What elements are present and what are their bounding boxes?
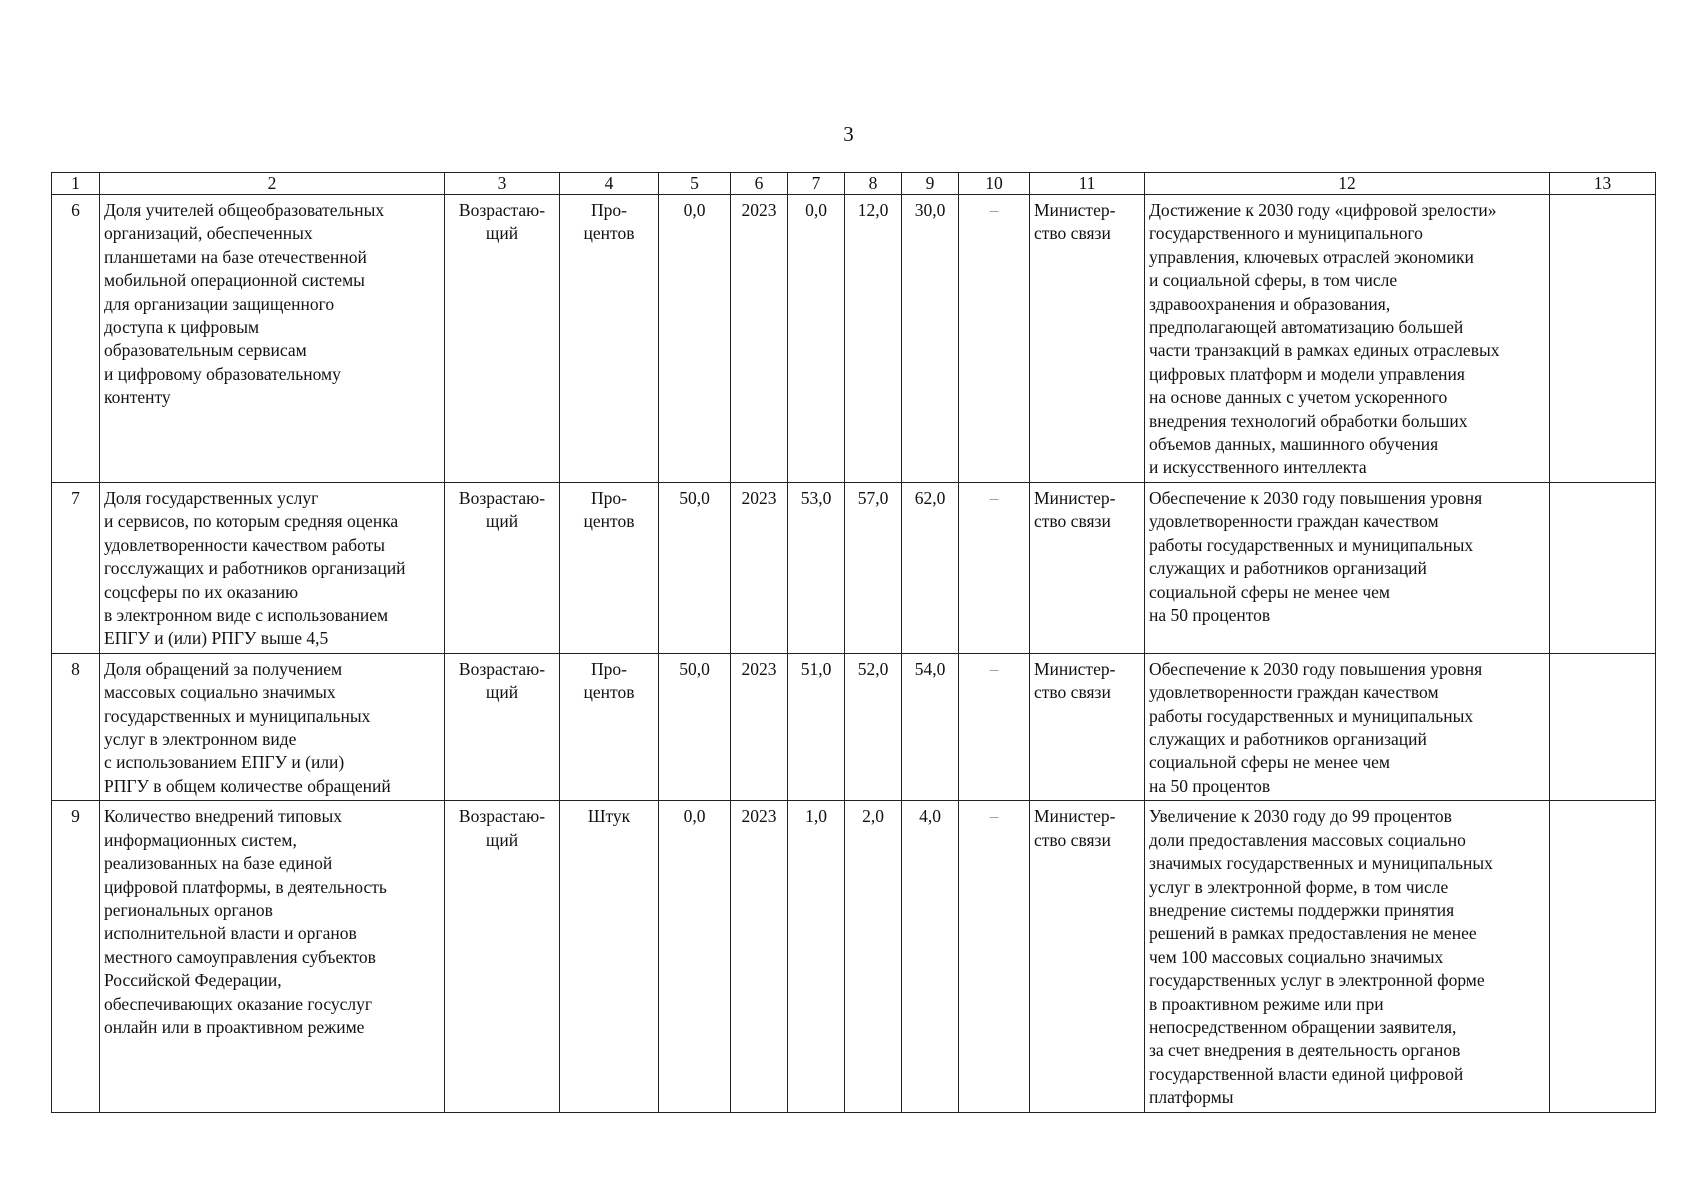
header-cell: 5	[659, 173, 731, 195]
value-col8-cell: 12,0	[845, 195, 902, 483]
base-value-cell: 50,0	[659, 483, 731, 654]
base-value-cell: 50,0	[659, 653, 731, 800]
table-row	[52, 801, 1656, 1112]
row-number: 6	[52, 195, 100, 483]
base-year-cell: 2023	[731, 195, 788, 483]
value-col7-cell: 1,0	[788, 801, 845, 1112]
goal-cell: Обеспечение к 2030 году повышения уровня удовлетворенности граждан качеством работы государственных и муниципальных служащих и работников организаций социальной сферы не менее чем на 50 процентов	[1145, 483, 1550, 654]
value-col8-cell: 2,0	[845, 801, 902, 1112]
header-cell: 1	[52, 173, 100, 195]
responsible-cell: Министер- ство связи	[1030, 653, 1145, 800]
value-col7-cell: 51,0	[788, 653, 845, 800]
table-row	[52, 483, 1656, 654]
table-row	[52, 653, 1656, 800]
table-header-row	[52, 173, 1656, 195]
header-cell: 4	[560, 173, 659, 195]
value-col7-cell: 0,0	[788, 195, 845, 483]
header-cell: 10	[959, 173, 1030, 195]
table-row	[52, 195, 1656, 483]
value-col10-cell: –	[959, 483, 1030, 654]
indicator-name: Доля государственных услуг и сервисов, по которым средняя оценка удовлетворенности качеством работы госслужащих и работников организаций соцсферы по их оказанию в электронном виде с использованием ЕПГУ и (или) РПГУ выше 4,5	[100, 483, 445, 654]
row-number: 9	[52, 801, 100, 1112]
header-cell: 7	[788, 173, 845, 195]
header-cell: 6	[731, 173, 788, 195]
header-cell: 11	[1030, 173, 1145, 195]
value-col8-cell: 52,0	[845, 653, 902, 800]
trend-cell: Возрастаю- щий	[445, 801, 560, 1112]
value-col8-cell: 57,0	[845, 483, 902, 654]
row-number: 7	[52, 483, 100, 654]
page-number: 3	[843, 122, 854, 146]
col13-cell	[1550, 653, 1656, 800]
value-col10-cell: –	[959, 195, 1030, 483]
indicators-table	[51, 172, 1656, 1113]
responsible-cell: Министер- ство связи	[1030, 195, 1145, 483]
indicator-name: Количество внедрений типовых информационных систем, реализованных на базе единой цифровой платформы, в деятельность региональных органов исполнительной власти и органов местного самоуправления субъектов Российской Федерации, обеспечивающих оказание госуслуг онлайн или в проактивном режиме	[100, 801, 445, 1112]
responsible-cell: Министер- ство связи	[1030, 801, 1145, 1112]
value-col9-cell: 54,0	[902, 653, 959, 800]
header-cell: 2	[100, 173, 445, 195]
header-cell: 8	[845, 173, 902, 195]
base-year-cell: 2023	[731, 801, 788, 1112]
header-cell: 13	[1550, 173, 1656, 195]
value-col9-cell: 62,0	[902, 483, 959, 654]
unit-cell: Про- центов	[560, 653, 659, 800]
responsible-cell: Министер- ство связи	[1030, 483, 1145, 654]
value-col10-cell: –	[959, 653, 1030, 800]
unit-cell: Про- центов	[560, 483, 659, 654]
header-cell: 12	[1145, 173, 1550, 195]
trend-cell: Возрастаю- щий	[445, 483, 560, 654]
goal-cell: Увеличение к 2030 году до 99 процентов доли предоставления массовых социально значимых государственных и муниципальных услуг в электронной форме, в том числе внедрение системы поддержки принятия решений в рамках предоставления не менее чем 100 массовых социально значимых государственных услуг в электронной форме в проактивном режиме или при непосредственном обращении заявителя, за счет внедрения в деятельность органов государственной власти единой цифровой платформы	[1145, 801, 1550, 1112]
value-col10-cell: –	[959, 801, 1030, 1112]
goal-cell: Достижение к 2030 году «цифровой зрелости» государственного и муниципального управления, ключевых отраслей экономики и социальной сферы, в том числе здравоохранения и образования, предполагающей автоматизацию большей части транзакций в рамках единых отраслевых цифровых платформ и модели управления на основе данных с учетом ускоренного внедрения технологий обработки больших объемов данных, машинного обучения и искусственного интеллекта	[1145, 195, 1550, 483]
value-col7-cell: 53,0	[788, 483, 845, 654]
trend-cell: Возрастаю- щий	[445, 195, 560, 483]
col13-cell	[1550, 195, 1656, 483]
row-number: 8	[52, 653, 100, 800]
indicator-name: Доля учителей общеобразовательных организаций, обеспеченных планшетами на базе отечественной мобильной операционной системы для организации защищенного доступа к цифровым образовательным сервисам и цифровому образовательному контенту	[100, 195, 445, 483]
trend-cell: Возрастаю- щий	[445, 653, 560, 800]
base-year-cell: 2023	[731, 653, 788, 800]
value-col9-cell: 30,0	[902, 195, 959, 483]
base-year-cell: 2023	[731, 483, 788, 654]
header-cell: 3	[445, 173, 560, 195]
unit-cell: Штук	[560, 801, 659, 1112]
unit-cell: Про- центов	[560, 195, 659, 483]
indicator-name: Доля обращений за получением массовых социально значимых государственных и муниципальных услуг в электронном виде с использованием ЕПГУ и (или) РПГУ в общем количестве обращений	[100, 653, 445, 800]
base-value-cell: 0,0	[659, 801, 731, 1112]
goal-cell: Обеспечение к 2030 году повышения уровня удовлетворенности граждан качеством работы государственных и муниципальных служащих и работников организаций социальной сферы не менее чем на 50 процентов	[1145, 653, 1550, 800]
header-cell: 9	[902, 173, 959, 195]
col13-cell	[1550, 801, 1656, 1112]
value-col9-cell: 4,0	[902, 801, 959, 1112]
col13-cell	[1550, 483, 1656, 654]
base-value-cell: 0,0	[659, 195, 731, 483]
